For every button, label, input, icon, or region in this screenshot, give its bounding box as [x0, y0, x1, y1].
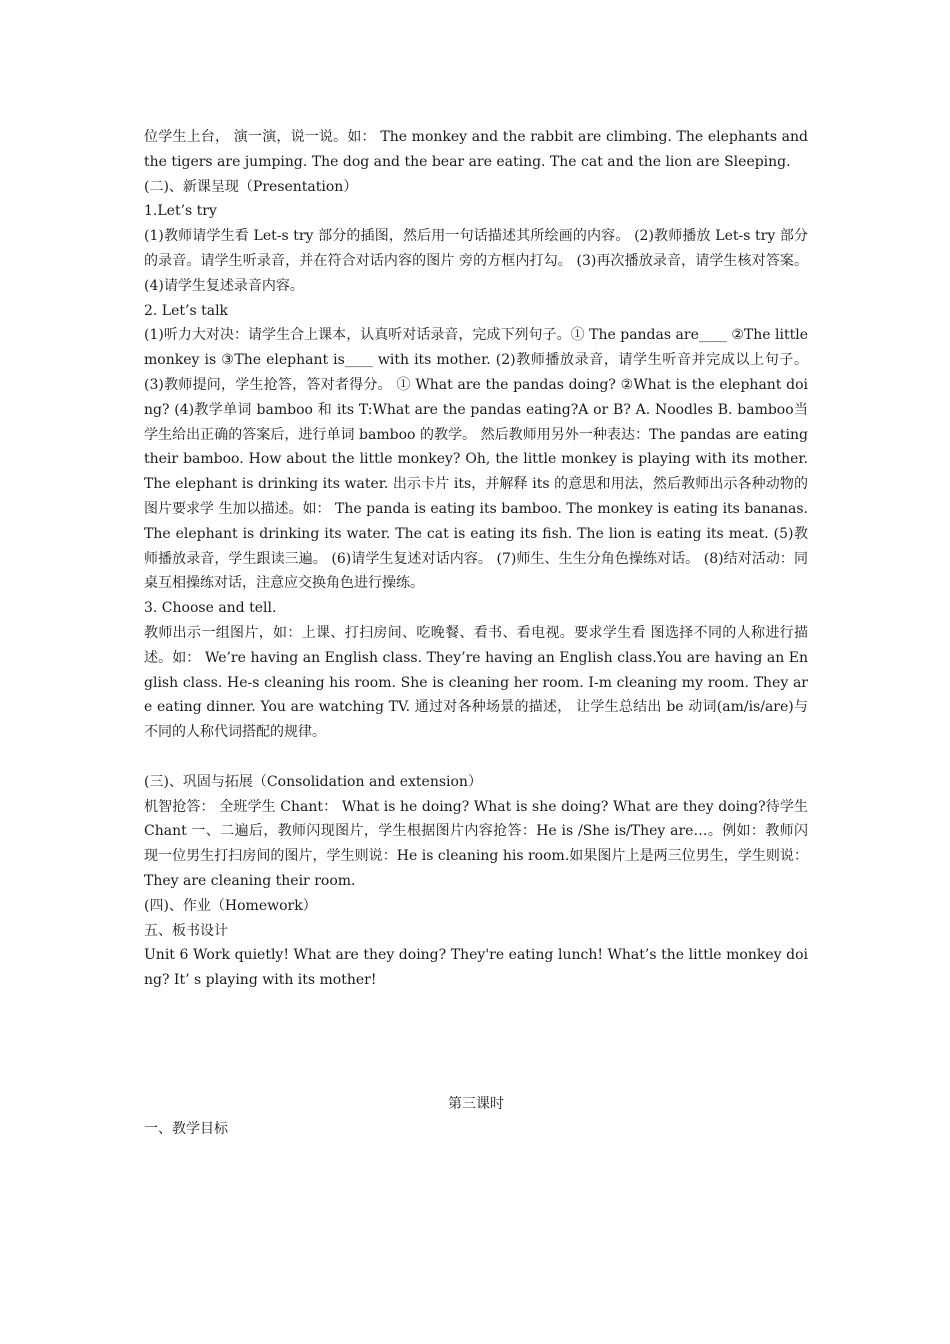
paragraph-quick-answer: 机智抢答： 全班学生 Chant： What is he doing? What is she doing? What are they doing?待学生 Chant 一、二遍后，教师闪现图片，学生根据图片内容抢答：He is /She is/They are…。例如：教师闪现一位男生打扫房间的图片，学生则说：He is cleaning his room.如果图片上是两三位男生，学生则说：They are cleaning their room.: [144, 798, 808, 889]
subheading-lets-try: 1.Let’s try: [144, 203, 217, 220]
section-heading-homework: (四)、作业（Homework）: [144, 897, 317, 914]
paragraph-warmup-performance: 位学生上台， 演一演，说一说。如： The monkey and the rabbit are climbing. The elephants and the tigers are jumping. The dog and the bear are eating. The cat and the lion are Sleeping.: [144, 129, 808, 170]
section-heading-teaching-goals: 一、教学目标: [144, 1120, 228, 1137]
document-body: [144, 125, 808, 1141]
section-heading-presentation: (二)、新课呈现（Presentation）: [144, 178, 358, 195]
section-heading-board-design: 五、板书设计: [144, 922, 228, 939]
paragraph-lets-try-steps: (1)教师请学生看 Let-s try 部分的插图，然后用一句话描述其所绘画的内容。 (2)教师播放 Let-s try 部分的录音。请学生听录音，并在符合对话内容的图片 旁的方框内打勾。 (3)再次播放录音，请学生核对答案。 (4)请学生复述录音内容。: [144, 228, 808, 294]
subheading-lets-talk: 2. Let’s talk: [144, 302, 229, 319]
lesson-title: 第三课时: [448, 1095, 504, 1112]
spacer: [144, 993, 808, 1092]
paragraph-choose-and-tell: 教师出示一组图片，如：上课、打扫房间、吃晚餐、看书、看电视。要求学生看 图选择不同的人称进行描述。如： We’re having an English class. They’re having an English class.You are having an English class. He-s cleaning his room. She is cleaning her room. I-m cleaning my room. They are eating dinner. You are watching TV. 通过对各种场景的描述， 让学生总结出 be 动词(am/is/are)与不同的人称代词搭配的规律。: [144, 624, 808, 741]
subheading-choose-and-tell: 3. Choose and tell.: [144, 600, 277, 617]
section-heading-consolidation: (三)、巩固与拓展（Consolidation and extension）: [144, 773, 482, 790]
paragraph-lets-talk-steps: (1)听力大对决：请学生合上课本，认真听对话录音，完成下列句子。① The pandas are____ ②The little monkey is ③The elephant is____ with its mother. (2)教师播放录音，请学生听音并完成以上句子。 (3)教师提问，学生抢答，答对者得分。 ① What are the pandas doing? ②What is the elephant doing? (4)教学单词 bamboo 和 its T:What are the pandas eating?A or B? A. Noodles B. bamboo当学生给出正确的答案后，进行单词 bamboo 的教学。 然后教师用另外一种表达：The pandas are eating their bamboo. How about the little monkey? Oh, the little monkey is playing with its mother. The elephant is drinking its water. 出示卡片 its，并解释 its 的意思和用法，然后教师出示各种动物的图片要求学 生加以描述。如： The panda is eating its bamboo. The monkey is eating its bananas. The elephant is drinking its water. The cat is eating its fish. The lion is eating its meat. (5)教师播放录音，学生跟读三遍。 (6)请学生复述对话内容。 (7)师生、生生分角色操练对话。 (8)结对活动：同桌互相操练对话，注意应交换角色进行操练。: [144, 327, 808, 592]
spacer: [144, 745, 808, 770]
paragraph-board-design: Unit 6 Work quietly! What are they doing? They're eating lunch! What’s the little monkey doing? It’ s playing with its mother!: [144, 947, 808, 989]
